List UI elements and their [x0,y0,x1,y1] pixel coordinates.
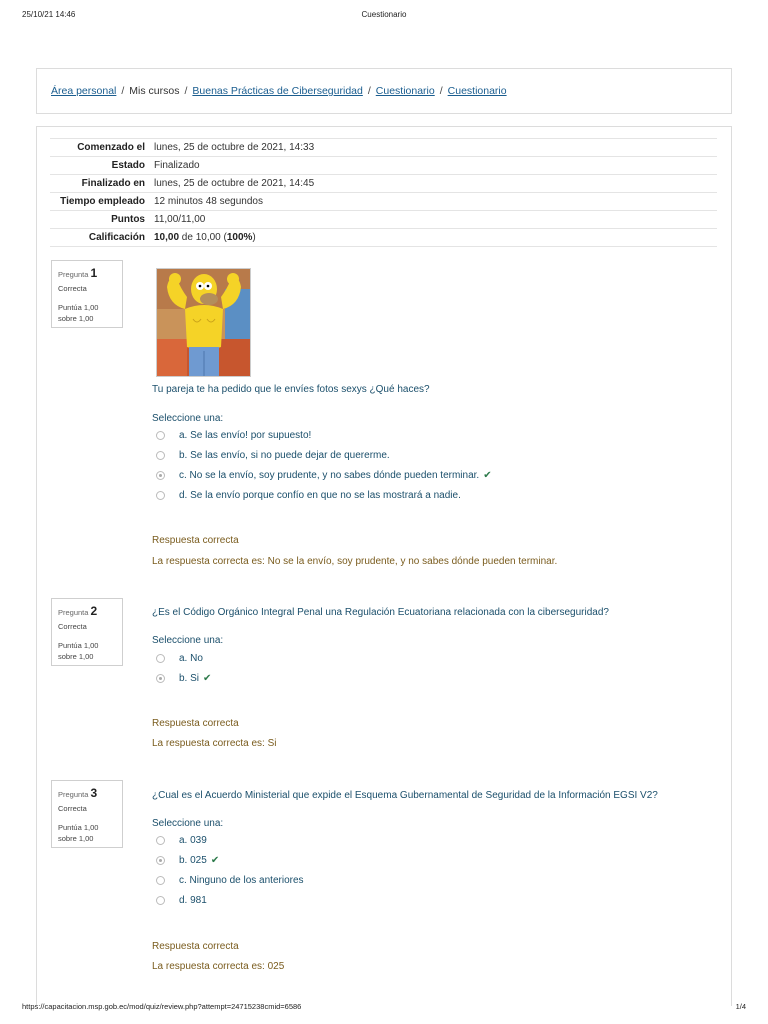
question-info-box [51,260,123,328]
summary-grade [150,229,717,247]
correct-answer-text: La respuesta correcta es: 025 [152,961,285,972]
summary-value: lunes, 25 de octubre de 2021, 14:33 [154,142,315,153]
question-grade-max: sobre 1,00 [58,314,94,323]
summary-value: lunes, 25 de octubre de 2021, 14:45 [154,178,315,189]
answer-option[interactable] [156,450,390,461]
breadcrumb-separator: / [121,85,125,97]
feedback-status: Respuesta correcta [152,718,239,729]
summary-row [50,211,717,229]
question-number: 3 [90,786,98,800]
check-icon: ✔ [210,855,220,866]
answer-option-label: a. 039 [179,835,207,846]
summary-label: Tiempo empleado [60,196,145,207]
breadcrumb-mis-cursos: Mis cursos [129,85,180,97]
print-header [22,10,746,22]
radio-icon[interactable] [156,654,165,663]
answer-option[interactable] [156,895,207,906]
radio-icon[interactable] [156,431,165,440]
print-title: Cuestionario [361,10,407,19]
question-label: Pregunta [58,790,89,799]
radio-icon[interactable] [156,856,165,865]
radio-icon[interactable] [156,491,165,500]
answer-option-label: b. Se las envío, si no puede dejar de quererme. [179,450,390,461]
question-label: Pregunta [58,270,89,279]
breadcrumb-quiz-review[interactable]: Cuestionario [447,85,507,97]
answer-option-label: c. Ninguno de los anteriores [179,875,304,886]
radio-icon[interactable] [156,674,165,683]
check-icon: ✔ [203,673,212,684]
answer-option-selected[interactable] [156,673,211,684]
radio-icon[interactable] [156,836,165,845]
radio-icon[interactable] [156,896,165,905]
answer-option-label: d. 981 [179,895,207,906]
breadcrumb-container [36,68,732,114]
breadcrumb-separator: / [367,85,371,97]
summary-value: 11,00/11,00 [154,214,206,225]
summary-label: Comenzado el [77,142,145,153]
answer-option[interactable] [156,430,311,441]
question-state: Correcta [58,284,87,293]
check-icon: ✔ [483,470,492,481]
radio-icon[interactable] [156,471,165,480]
summary-row [50,193,717,211]
answer-option-selected[interactable] [156,855,219,866]
print-url: https://capacitacion.msp.gob.ec/mod/quiz/review.php?attempt=24715238cmid=6586 [22,1002,302,1011]
question-grade: Puntúa 1,00 [58,303,99,312]
answer-prompt: Seleccione una: [152,818,224,829]
answer-prompt: Seleccione una: [152,635,224,646]
homer-illustration [157,269,251,377]
summary-label: Estado [111,160,145,171]
question-info-box [51,780,123,848]
question-grade-max: sobre 1,00 [58,834,94,843]
homer-simpson-image [156,268,251,377]
breadcrumb-area-personal[interactable]: Área personal [51,85,117,97]
breadcrumb-separator: / [184,85,188,97]
summary-value: Finalizado [154,160,200,171]
answer-option-label: b. 025 [179,855,207,866]
answer-option[interactable] [156,653,203,664]
correct-answer-text: La respuesta correcta es: No se la envío, soy prudente, y no sabes dónde pueden terminar. [152,556,558,567]
summary-row [50,229,717,247]
summary-label: Puntos [111,214,145,225]
answer-option-label: c. No se la envío, soy prudente, y no sabes dónde pueden terminar. [179,470,480,481]
answer-option-label: b. Si [179,673,200,684]
correct-answer-text: La respuesta correcta es: Si [152,738,277,749]
grade-percent: 100% [226,232,253,243]
summary-label: Calificación [88,232,145,243]
question-number: 1 [90,266,98,280]
answer-prompt: Seleccione una: [152,413,224,424]
question-number: 2 [90,604,98,618]
feedback-status: Respuesta correcta [152,535,239,546]
print-page-number: 1/4 [735,1002,746,1011]
answer-option[interactable] [156,875,304,886]
question-state: Correcta [58,804,87,813]
answer-option-label: a. No [179,653,203,664]
feedback-status: Respuesta correcta [152,941,239,952]
question-grade-max: sobre 1,00 [58,652,94,661]
summary-label: Finalizado en [81,178,145,189]
grade-close: ) [252,232,256,243]
grade-value: 10,00 [154,232,180,243]
breadcrumb [51,85,507,97]
answer-option-label: a. Se las envío! por supuesto! [179,430,312,441]
summary-row [50,139,717,157]
answer-option[interactable] [156,490,461,501]
grade-of: de 10,00 ( [179,232,227,243]
question-text: Tu pareja te ha pedido que le envíes fotos sexys ¿Qué haces? [152,384,430,395]
question-label: Pregunta [58,608,89,617]
summary-value: 12 minutos 48 segundos [154,196,263,207]
breadcrumb-separator: / [439,85,443,97]
summary-row [50,175,717,193]
attempt-summary-table [50,138,717,247]
breadcrumb-course[interactable]: Buenas Prácticas de Ciberseguridad [192,85,363,97]
breadcrumb-quiz[interactable]: Cuestionario [375,85,435,97]
radio-icon[interactable] [156,451,165,460]
question-text: ¿Es el Código Orgánico Integral Penal una Regulación Ecuatoriana relacionada con la ciberseguridad? [152,607,609,618]
radio-icon[interactable] [156,876,165,885]
question-grade: Puntúa 1,00 [58,641,99,650]
answer-option-label: d. Se la envío porque confío en que no se las mostrará a nadie. [179,490,461,501]
question-text: ¿Cual es el Acuerdo Ministerial que expide el Esquema Gubernamental de Seguridad de la Información EGSI V2? [152,790,658,801]
answer-option[interactable] [156,835,207,846]
summary-row [50,157,717,175]
question-info-box [51,598,123,666]
answer-option-selected[interactable] [156,470,492,481]
question-grade: Puntúa 1,00 [58,823,99,832]
question-state: Correcta [58,622,87,631]
print-datetime: 25/10/21 14:46 [22,10,76,19]
